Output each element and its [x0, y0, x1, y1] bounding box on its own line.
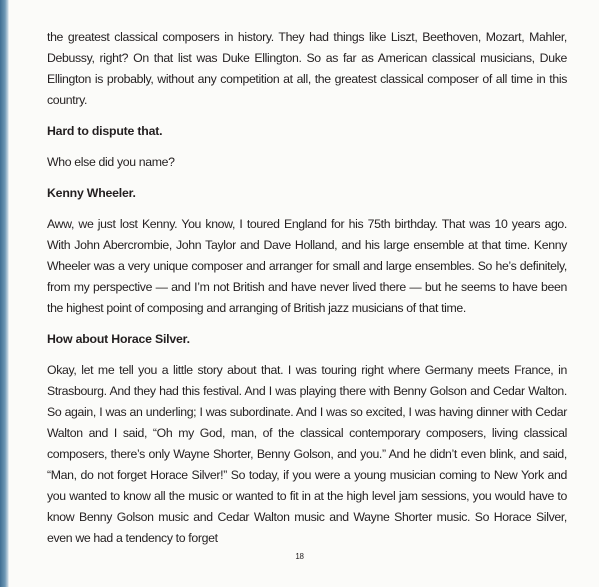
interview-text	[47, 27, 567, 549]
answer-paragraph: Who else did you name?	[47, 155, 175, 169]
answer-paragraph: the greatest classical composers in history. They had things like Liszt, Beethoven, Mozart, Mahler, Debussy, right? On that list was Duke Ellington. So as far as American classical musicians, Duke Ellington is probably, without any competition at all, the greatest classical composer of all time in this country.	[47, 30, 567, 107]
question-heading: Hard to dispute that.	[47, 124, 163, 138]
page-edge-strip	[0, 0, 9, 587]
question-heading: Kenny Wheeler.	[47, 186, 136, 200]
question-heading: How about Horace Silver.	[47, 332, 190, 346]
answer-paragraph: Okay, let me tell you a little story about that. I was touring right where Germany meets France, in Strasbourg. And they had this festival. And I was playing there with Benny Golson and Cedar Walton. So again, I was an underling; I was subordinate. And I was so excited, I was having dinner with Cedar Walton and I said, “Oh my God, man, of the classical contemporary composers, living classical composers, there’s only Wayne Shorter, Benny Golson, and you.” And he didn’t even blink, and said, “Man, do not forget Horace Silver!” So today, if you were a young musician coming to New York and you wanted to know all the music or wanted to fit in at the high level jam sessions, you would have to know Benny Golson music and Cedar Walton music and Wayne Shorter music. So Horace Silver, even we had a tendency to forget	[47, 363, 567, 545]
page-number: 18	[295, 552, 304, 561]
answer-paragraph: Aww, we just lost Kenny. You know, I toured England for his 75th birthday. That was 10 years ago. With John Abercrombie, John Taylor and Dave Holland, and his large ensemble at that time. Kenny Wheeler was a very unique composer and arranger for small and large ensembles. So he’s definitely, from my perspective — and I’m not British and have never lived there — but he seems to have been the highest point of composing and arranging of British jazz musicians of that time.	[47, 217, 567, 315]
